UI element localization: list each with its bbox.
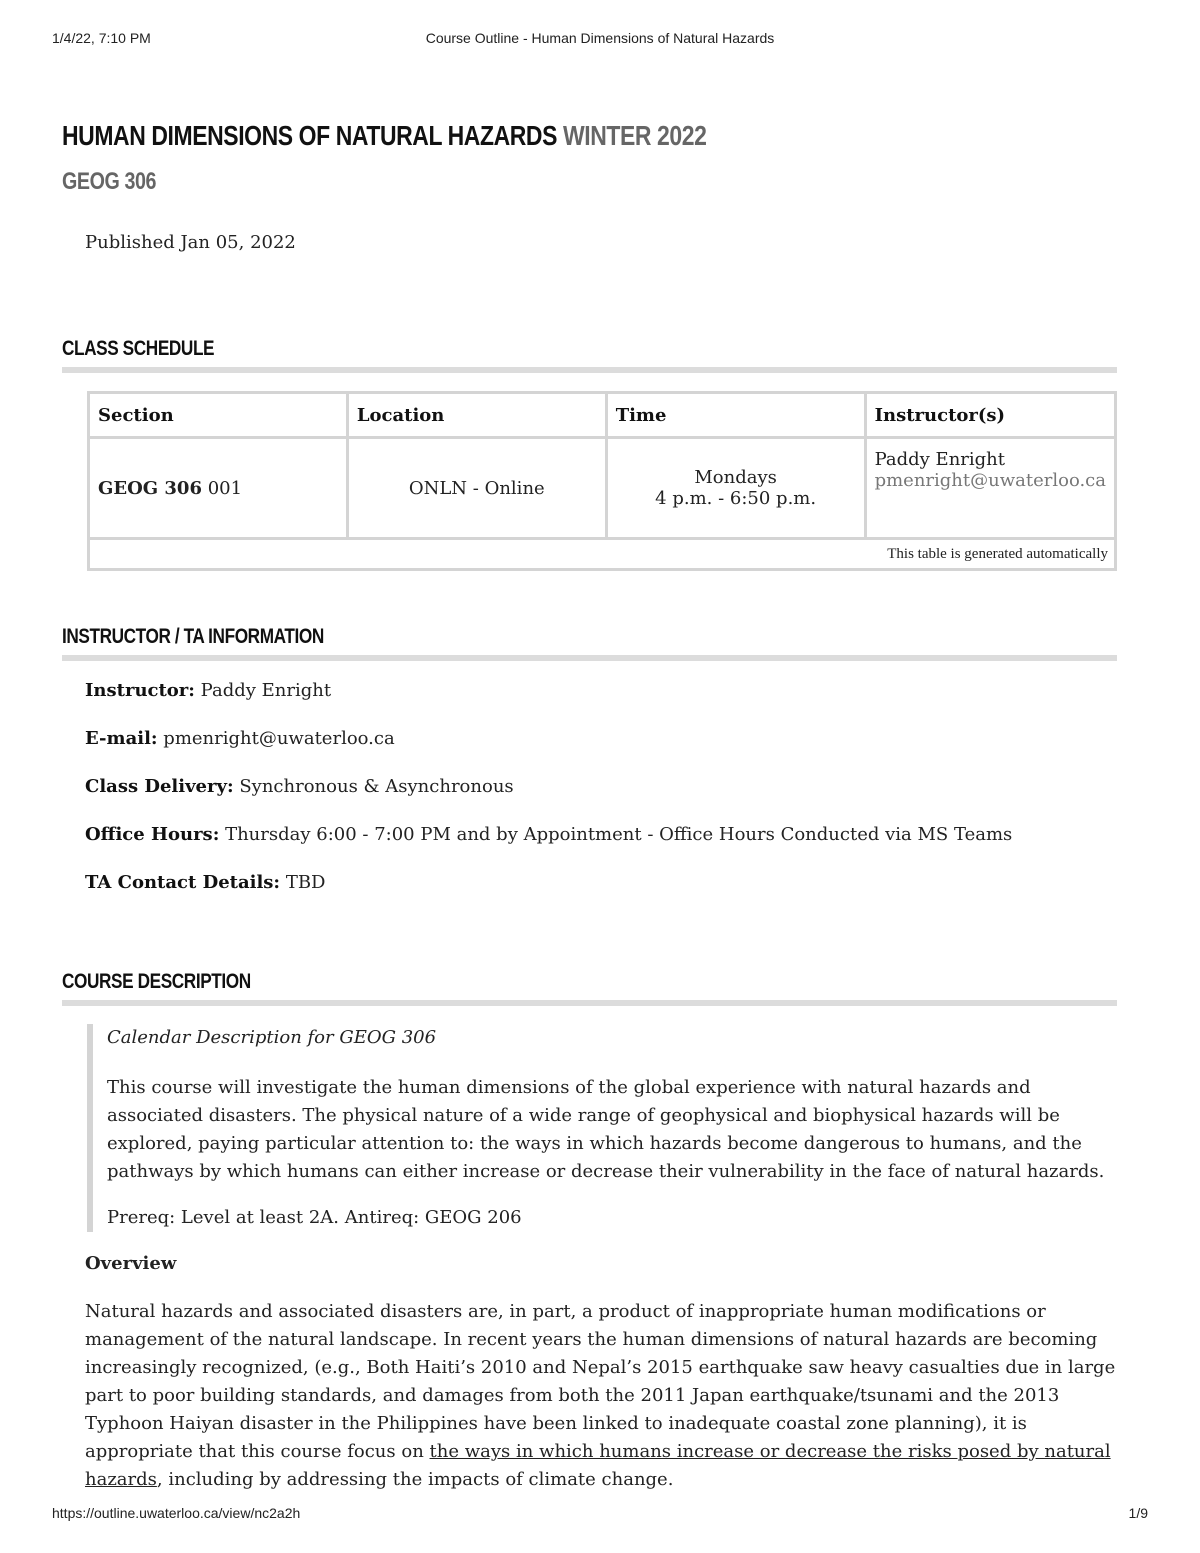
- course-title: [62, 118, 927, 154]
- section-number: 001: [207, 477, 243, 499]
- course-code: GEOG 306: [62, 168, 157, 195]
- page-url: https://outline.uwaterloo.ca/view/nc2a2h: [52, 1505, 301, 1521]
- table-header-row: [89, 393, 1116, 438]
- overview-heading: [85, 1250, 1117, 1278]
- info-label: Instructor:: [85, 680, 195, 701]
- instructor-name: Paddy Enright: [874, 449, 1005, 470]
- overview-underlined-text: the ways in which humans increase or decrease the risks posed by natural hazards: [85, 1441, 1111, 1490]
- info-label: TA Contact Details:: [85, 872, 281, 893]
- info-value: TBD: [285, 872, 326, 893]
- table-row: [89, 438, 1116, 539]
- info-value: Paddy Enright: [200, 680, 332, 701]
- overview-text: [85, 1298, 1117, 1494]
- calendar-description-title: Calendar Description for GEOG 306: [107, 1027, 437, 1048]
- table-footnote-row: [89, 539, 1116, 570]
- col-time: Time: [606, 393, 865, 438]
- info-instructor: [62, 678, 1117, 726]
- class-schedule-heading: CLASS SCHEDULE: [62, 337, 215, 360]
- cell-location: ONLN - Online: [347, 438, 606, 539]
- info-delivery: [62, 774, 1117, 822]
- info-value: Thursday 6:00 - 7:00 PM and by Appointment - Office Hours Conducted via MS Teams: [225, 824, 1013, 845]
- cell-time: [606, 438, 865, 539]
- col-instructors: Instructor(s): [865, 393, 1115, 438]
- info-label: Office Hours:: [85, 824, 220, 845]
- print-footer: [0, 1505, 1200, 1525]
- class-schedule-section: [62, 335, 1117, 571]
- info-ta-contact: [62, 870, 1117, 918]
- instructor-email-link[interactable]: pmenright@uwaterloo.ca: [874, 470, 1106, 491]
- course-outline: [62, 118, 1117, 1494]
- divider: [62, 1000, 1117, 1006]
- info-value: pmenright@uwaterloo.ca: [163, 728, 395, 749]
- instructor-info-list: [62, 678, 1117, 918]
- section-code: GEOG 306: [98, 477, 202, 499]
- divider: [62, 655, 1117, 661]
- time-range: 4 p.m. - 6:50 p.m.: [655, 488, 817, 509]
- info-label: Class Delivery:: [85, 776, 234, 797]
- page-number: 1/9: [1128, 1505, 1148, 1521]
- calendar-description-quote: [87, 1024, 1117, 1232]
- overview-heading-text: Overview: [85, 1253, 177, 1274]
- table-footnote: This table is generated automatically: [89, 539, 1116, 570]
- time-day: Mondays: [694, 467, 777, 488]
- col-section: Section: [89, 393, 348, 438]
- info-office-hours: [62, 822, 1117, 870]
- course-term: WINTER 2022: [562, 120, 707, 151]
- overview-text-part: , including by addressing the impacts of climate change.: [156, 1469, 674, 1490]
- instructor-heading: INSTRUCTOR / TA INFORMATION: [62, 625, 324, 648]
- cell-section: [89, 438, 348, 539]
- course-name: HUMAN DIMENSIONS OF NATURAL HAZARDS: [62, 120, 558, 151]
- course-description-heading: COURSE DESCRIPTION: [62, 970, 251, 993]
- info-label: E-mail:: [85, 728, 158, 749]
- overview-text-part: Natural hazards and associated disasters are, in part, a product of inappropriate human modifications or management of the natural landscape. In recent years the human dimensions of natural hazards are becoming increasingly recognized, (e.g., Both Haiti’s 2010 and Nepal’s 2015 earthquake saw heavy casualties due in large part to poor building standards, and damages from both the 2011 Japan earthquake/tsunami and the 2013 Typhoon Haiyan disaster in the Philippines have been linked to inadequate coastal zone planning), it is appropriate that this course focus on: [85, 1301, 1116, 1462]
- course-description-section: [62, 968, 1117, 1494]
- col-location: Location: [347, 393, 606, 438]
- print-title: Course Outline - Human Dimensions of Natural Hazards: [425, 30, 775, 46]
- instructor-section: [62, 623, 1117, 918]
- info-value: Synchronous & Asynchronous: [239, 776, 514, 797]
- print-header: [0, 30, 1200, 50]
- divider: [62, 367, 1117, 373]
- schedule-table: [87, 391, 1117, 571]
- calendar-description-text: This course will investigate the human dimensions of the global experience with natural hazards and associated disasters. The physical nature of a wide range of geophysical and biophysical hazards will be explored, paying particular attention to: the ways in which hazards become dangerous to humans, and the pathways by which humans can either increase or decrease their vulnerability in the face of natural hazards.: [107, 1077, 1105, 1182]
- published-date: Published Jan 05, 2022: [85, 232, 296, 253]
- cell-instructor: [865, 438, 1115, 539]
- info-email: [62, 726, 1117, 774]
- print-datetime: 1/4/22, 7:10 PM: [52, 30, 151, 46]
- prereq-text: Prereq: Level at least 2A. Antireq: GEOG 206: [107, 1207, 522, 1228]
